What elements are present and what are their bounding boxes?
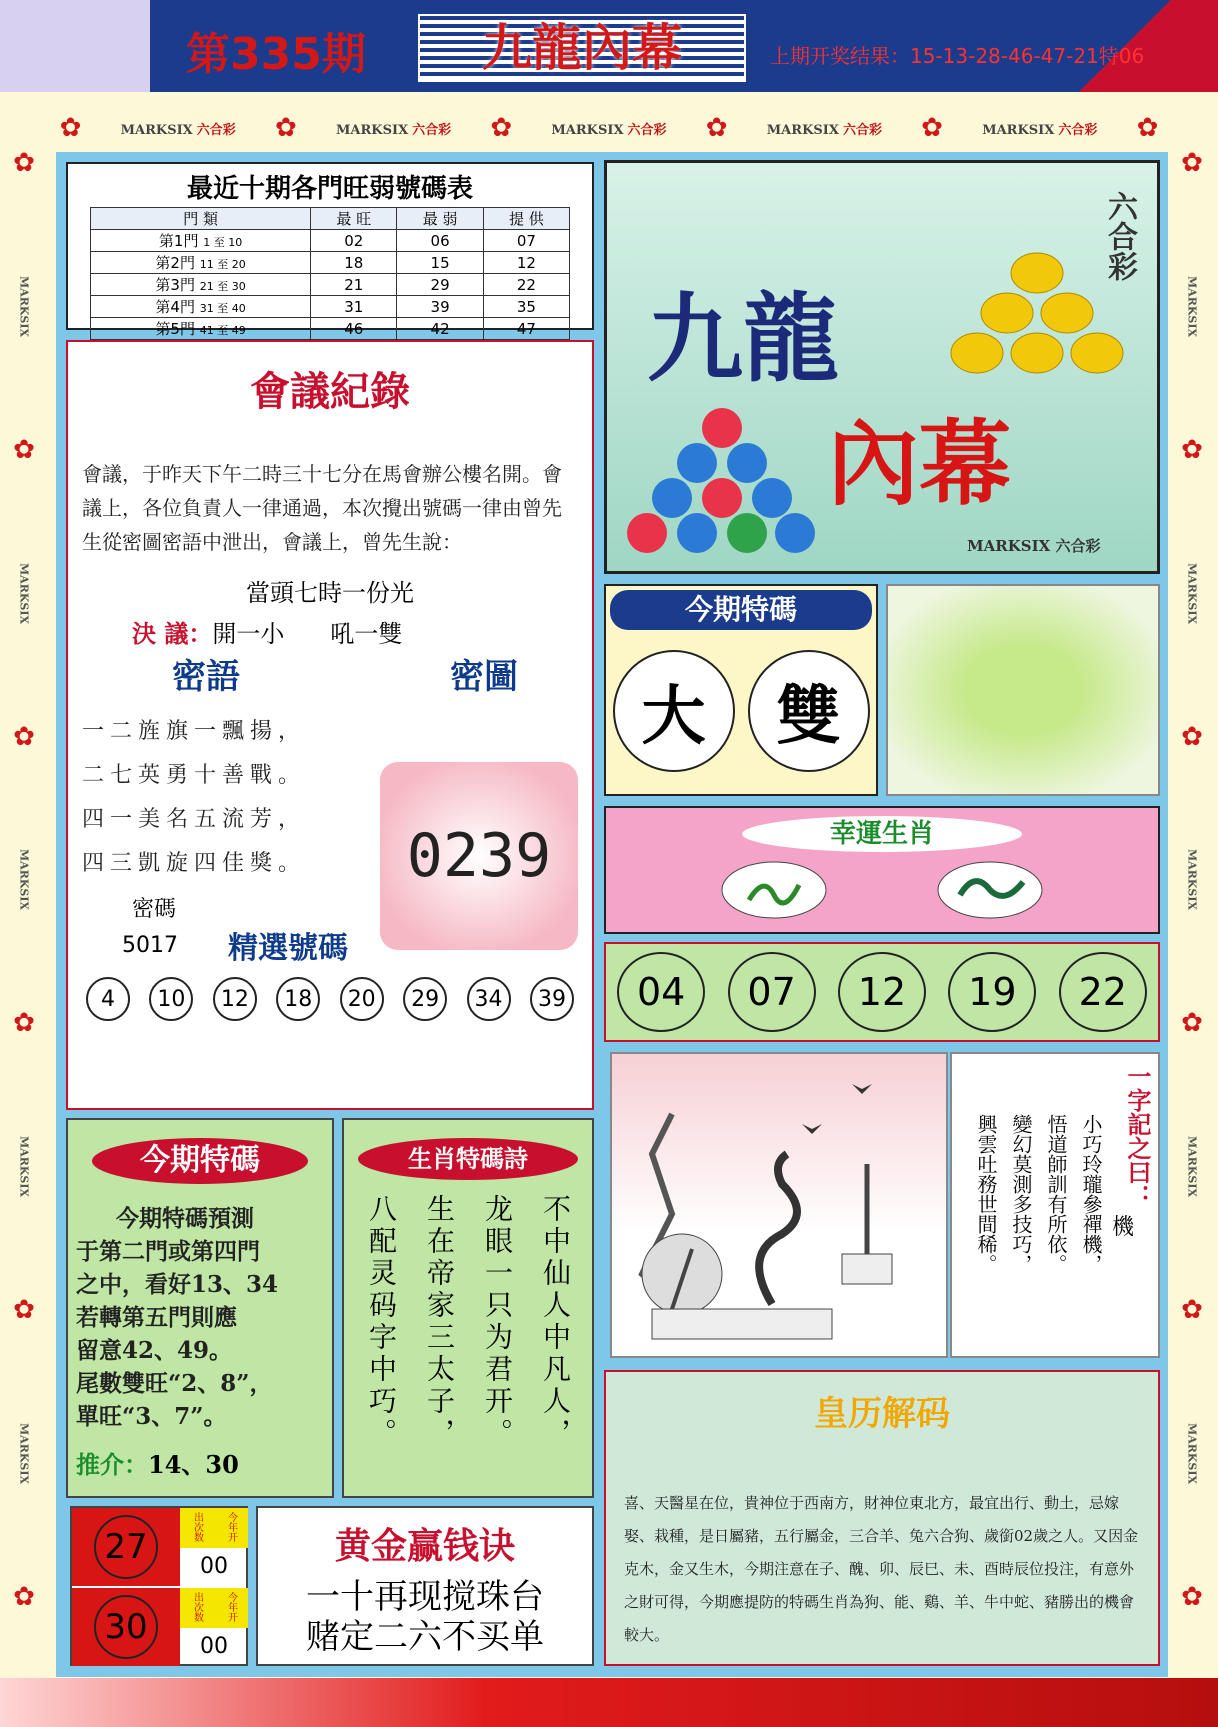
numbers-row xyxy=(604,942,1160,1042)
flower-icon: ✿ xyxy=(705,113,728,143)
number-circle: 04 xyxy=(617,952,705,1032)
flower-icon: ✿ xyxy=(13,1008,35,1039)
stat-labels: 出次数 今年开 xyxy=(180,1508,248,1548)
gold-title: 黄金赢钱诀 xyxy=(334,1525,515,1567)
secret-map-box xyxy=(380,762,578,950)
poem-columns: 不中仙人中凡人， 龙眼一只为君开。 生在帝家三太子， 八配灵码字中巧。 xyxy=(365,1194,572,1450)
gold-section xyxy=(256,1506,594,1666)
selected-number: 18 xyxy=(276,977,320,1021)
col-header: 門 類 xyxy=(91,208,311,230)
riddle-picture xyxy=(610,1052,948,1358)
left-border xyxy=(4,100,44,1660)
stat-value: 00 xyxy=(200,1554,228,1579)
number-circle: 19 xyxy=(948,952,1036,1032)
number-circle: 22 xyxy=(1059,952,1147,1032)
border-mark: MARKSIX xyxy=(17,275,31,337)
flower-icon: ✿ xyxy=(275,113,297,143)
almanac-title: 皇历解码 xyxy=(814,1394,950,1434)
minutes-lines: 一二旌旗一飄揚， 二七英勇十善戰。 四一美名五流芳， 四三凱旋四佳獎。 xyxy=(82,719,307,876)
special-section xyxy=(604,584,878,796)
flower-icon: ✿ xyxy=(1136,113,1159,143)
flower-icon: ✿ xyxy=(1181,721,1203,752)
flower-icon: ✿ xyxy=(1181,1581,1203,1612)
col-header: 最 弱 xyxy=(397,208,483,230)
number-table xyxy=(90,207,570,340)
gold-line: 赌定二六不买单 xyxy=(306,1617,544,1657)
poem-title: 生肖特碼詩 xyxy=(358,1138,578,1180)
word-section xyxy=(950,1052,1160,1358)
handwritten-code: 0239 xyxy=(406,821,552,891)
poem-section xyxy=(342,1118,594,1498)
border-mark: MARKSIX 六合彩 xyxy=(982,122,1098,138)
table-title: 最近十期各門旺弱號碼表 xyxy=(186,174,473,204)
logo-title-a: 九龍 xyxy=(647,282,839,395)
table-row: 第4門 31 至 40 31 39 35 xyxy=(91,296,570,318)
almanac-body: 喜、天醫星在位，貴神位于西南方，財神位東北方，最宜出行、動土，忌嫁娶、栽種，是日屬豬，五行屬金，三合羊、兔六合狗、歲銜02歲之人。又因金克木，金又生木，今期注意在子、醜、卯、辰巳、未、酉時辰位投注，有意外之財可得，今期應提防的特碼生肖為狗、能、鷄、羊、牛中蛇、豬勝出的機會較大。 xyxy=(624,1494,1139,1644)
flower-icon: ✿ xyxy=(13,147,35,178)
logo-box xyxy=(604,160,1160,574)
almanac-section xyxy=(604,1370,1160,1666)
minutes-quote: 當頭七時一份光 xyxy=(246,579,414,607)
border-mark: MARKSIX xyxy=(17,1423,31,1485)
logo-title-b: 內幕 xyxy=(827,410,1012,518)
flower-icon: ✿ xyxy=(13,1581,35,1612)
table-row: 第2門 11 至 20 18 15 12 xyxy=(91,252,570,274)
logo-brand: 六合彩 xyxy=(1102,191,1137,281)
flower-icon: ✿ xyxy=(59,113,82,143)
border-mark: MARKSIX xyxy=(1185,1423,1199,1485)
top-border xyxy=(0,104,1218,152)
table-row: 第3門 21 至 30 21 29 22 xyxy=(91,274,570,296)
flower-icon: ✿ xyxy=(1181,1295,1203,1326)
border-mark: MARKSIX xyxy=(1185,562,1199,624)
selected-number: 10 xyxy=(149,977,193,1021)
special-a: 大 xyxy=(613,650,735,772)
stats-section xyxy=(70,1506,248,1666)
code-label: 密碼 xyxy=(132,897,177,922)
flower-icon: ✿ xyxy=(1181,147,1203,178)
flower-icon: ✿ xyxy=(1181,1008,1203,1039)
table-row: 第5門 41 至 49 46 42 47 xyxy=(91,318,570,340)
minutes-section xyxy=(66,340,594,1110)
word-char: 機 xyxy=(1112,1215,1135,1240)
animals-sketch-icon xyxy=(612,1054,946,1354)
number-circle: 12 xyxy=(838,952,926,1032)
selected-number: 20 xyxy=(340,977,384,1021)
title-box xyxy=(418,14,746,82)
border-mark: MARKSIX xyxy=(1185,1136,1199,1198)
right-border xyxy=(1172,100,1212,1660)
hot-cold-table xyxy=(66,162,594,338)
border-mark: MARKSIX 六合彩 xyxy=(766,122,882,138)
code-value: 5017 xyxy=(122,932,178,958)
lucky-title: 幸運生肖 xyxy=(742,816,1022,852)
selected-label: 精選號碼 xyxy=(228,931,348,966)
table-row: 第1門 1 至 10 02 06 07 xyxy=(91,230,570,252)
green-glow-box xyxy=(886,584,1160,796)
footer-band xyxy=(0,1678,1218,1727)
gold-line: 一十再现搅珠台 xyxy=(306,1577,544,1617)
stat-number-box xyxy=(72,1588,180,1666)
border-mark: MARKSIX 六合彩 xyxy=(551,122,667,138)
predict-body: 今期特碼預測 于第二門或第四門 之中，看好13、34 若轉第五門則應 留意42、49。 尾數雙旺“2、8”， 單旺“3、7”。 xyxy=(76,1205,279,1430)
resolution: 決 議：開一小 吼一雙 xyxy=(132,619,403,648)
selected-number: 29 xyxy=(403,977,447,1021)
lottery-balls-icon xyxy=(627,403,817,563)
dragon-icon xyxy=(935,860,1045,920)
flower-icon: ✿ xyxy=(1181,434,1203,465)
flower-icon: ✿ xyxy=(921,113,943,143)
special-title: 今期特碼 xyxy=(610,590,872,630)
predict-title: 今期特碼 xyxy=(92,1138,308,1184)
snake-icon xyxy=(719,860,829,920)
border-mark: MARKSIX xyxy=(17,1136,31,1198)
stat-number: 30 xyxy=(94,1595,158,1659)
stat-value: 00 xyxy=(200,1634,228,1659)
stat-number-box xyxy=(72,1508,180,1586)
predict-section xyxy=(66,1118,334,1498)
selected-number: 39 xyxy=(530,977,574,1021)
secret-labels: 密語 密圖 xyxy=(172,657,518,697)
col-header: 最 旺 xyxy=(311,208,397,230)
flower-icon: ✿ xyxy=(13,434,35,465)
predict-tip: 推介：14、30 xyxy=(76,1450,239,1479)
stat-number: 27 xyxy=(94,1515,158,1579)
border-mark: MARKSIX xyxy=(17,562,31,624)
flower-icon: ✿ xyxy=(490,113,513,143)
border-mark: MARKSIX xyxy=(1185,849,1199,911)
border-mark: MARKSIX 六合彩 xyxy=(120,122,236,138)
flower-icon: ✿ xyxy=(13,1295,35,1326)
word-title: 一字記之曰： xyxy=(1123,1064,1152,1208)
flower-icon: ✿ xyxy=(13,721,35,752)
logo-mark: MARKSIX 六合彩 xyxy=(967,537,1101,555)
minutes-title: 會議紀錄 xyxy=(250,368,410,415)
border-mark: MARKSIX xyxy=(1185,275,1199,337)
number-circle: 07 xyxy=(728,952,816,1032)
last-result: 上期开奖结果：15-13-28-46-47-21特06 xyxy=(770,44,1145,68)
border-mark: MARKSIX 六合彩 xyxy=(336,122,452,138)
selected-number: 4 xyxy=(86,977,130,1021)
minutes-body: 會議，于昨天下午二時三十七分在馬會辦公樓名開。會議上，各位負責人一律通過，本次攪出號碼一律由曾先生從密圖密語中泄出，會議上，曾先生說： xyxy=(82,462,562,554)
selected-numbers xyxy=(82,977,578,1021)
stat-labels: 出次数 今年开 xyxy=(180,1588,248,1628)
issue-number: 第335期 xyxy=(186,29,366,80)
border-mark: MARKSIX xyxy=(17,849,31,911)
special-b: 雙 xyxy=(748,650,870,772)
lucky-section xyxy=(604,806,1160,934)
selected-number: 34 xyxy=(467,977,511,1021)
gold-ingots-icon xyxy=(937,243,1137,383)
word-columns: 小巧玲瓏參禪機， 悟道師訓有所依。 變幻莫測多技巧， 興雲吐務世間稀。 xyxy=(974,1114,1103,1274)
page-title: 九龍內幕 xyxy=(482,18,682,77)
selected-number: 12 xyxy=(213,977,257,1021)
col-header: 提 供 xyxy=(483,208,569,230)
